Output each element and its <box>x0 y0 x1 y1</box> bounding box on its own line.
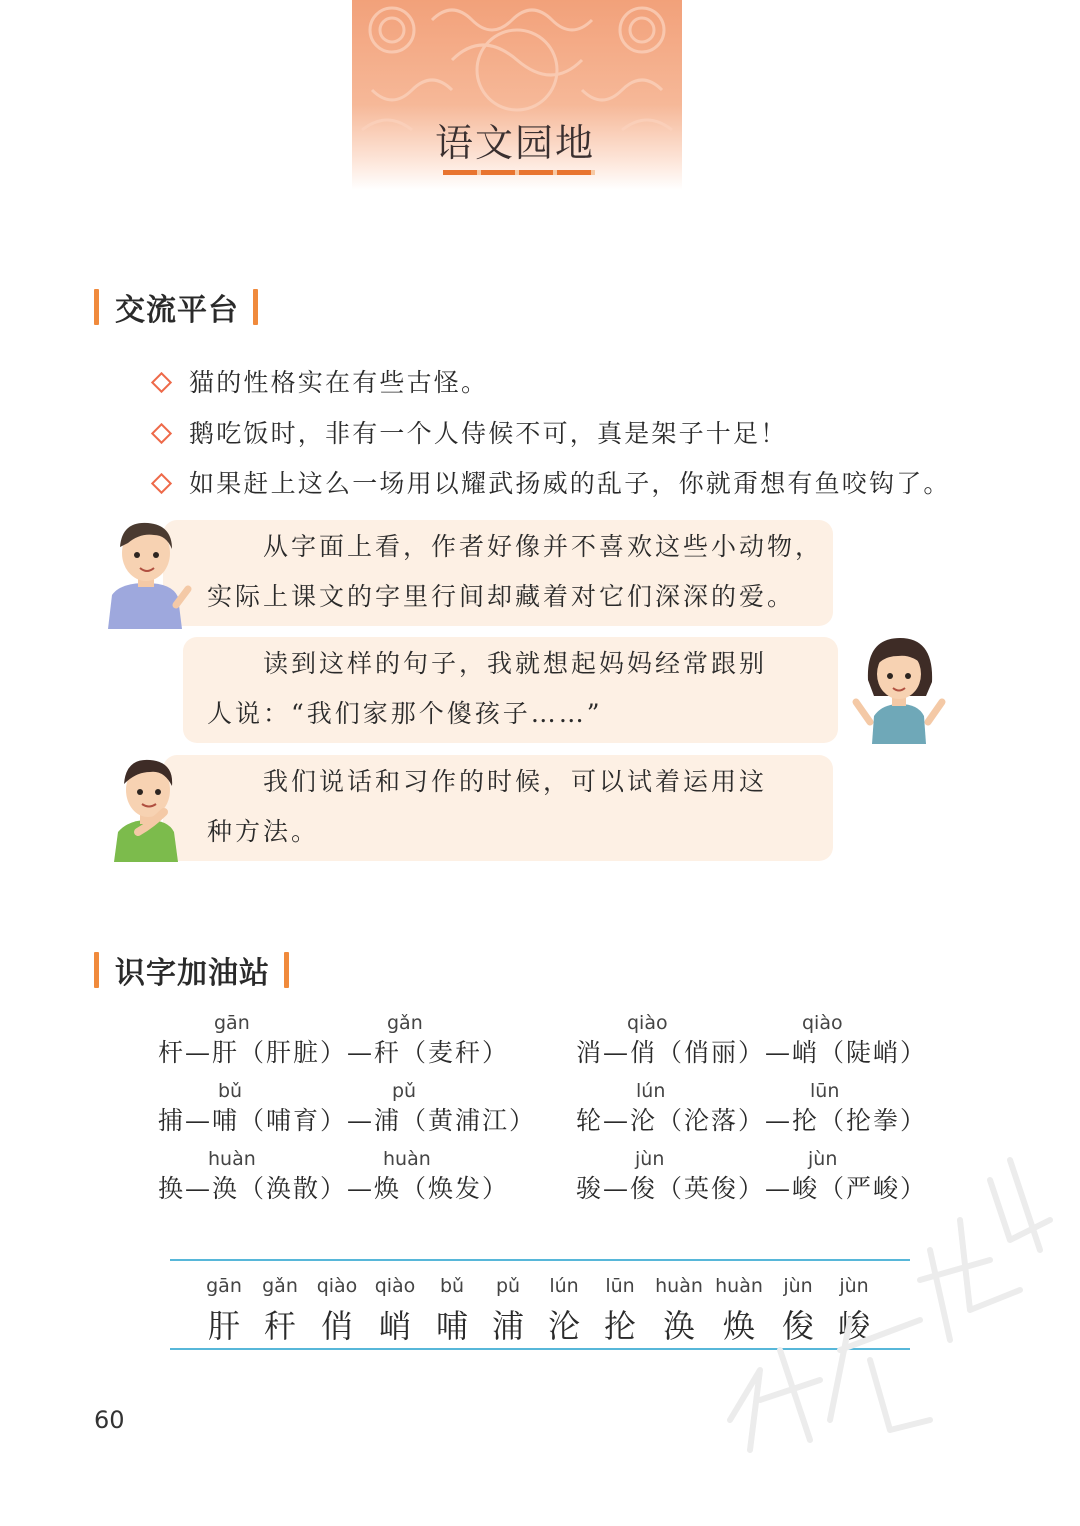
bubble-line: 人说：“我们家那个傻孩子……” <box>207 699 603 728</box>
new-char-glyph: 秆 <box>263 1307 296 1345</box>
page-number: 60 <box>94 1406 125 1434</box>
pinyin: gān <box>214 1012 250 1034</box>
new-char <box>309 1275 365 1347</box>
section-bar-left <box>94 289 99 325</box>
new-char <box>252 1275 308 1347</box>
new-char-glyph: 涣 <box>662 1307 695 1345</box>
section-bar-left <box>94 952 99 988</box>
pinyin: qiào <box>802 1012 843 1034</box>
new-char <box>536 1275 592 1347</box>
bubble-line: 实际上课文的字里行间却藏着对它们深深的爱。 <box>207 582 796 611</box>
new-char-pinyin: qiào <box>374 1275 416 1297</box>
pinyin: huàn <box>383 1148 431 1170</box>
bubble-line: 读到这样的句子，我就想起妈妈经常跟别 <box>263 649 768 678</box>
bubble-line: 种方法。 <box>207 817 320 846</box>
bullet-item <box>150 414 787 450</box>
char-group: 换—涣（涣散）—焕（焕发） <box>158 1174 510 1203</box>
new-char <box>196 1275 252 1347</box>
new-char-pinyin: jùn <box>839 1275 869 1297</box>
section-title: 识字加油站 <box>115 956 270 991</box>
pinyin: lún <box>636 1080 666 1102</box>
new-char-glyph: 峻 <box>837 1307 870 1345</box>
speech-bubble <box>183 637 838 743</box>
diamond-icon <box>151 372 172 393</box>
boy-thinking-avatar-icon <box>108 752 188 862</box>
new-char-glyph: 峭 <box>378 1307 411 1345</box>
section-header-literacy <box>94 950 289 990</box>
pinyin: huàn <box>208 1148 256 1170</box>
bullet-text: 猫的性格实在有些古怪。 <box>189 368 489 397</box>
bullet-text: 鹅吃饭时，非有一个人侍候不可，真是架子十足！ <box>189 419 788 448</box>
new-char-glyph: 俊 <box>781 1307 814 1345</box>
new-char-pinyin: jùn <box>783 1275 813 1297</box>
boy-avatar-icon <box>98 513 194 629</box>
char-group: 骏—俊（英俊）—峻（严峻） <box>576 1174 928 1203</box>
new-char-glyph: 肝 <box>207 1307 240 1345</box>
new-char-glyph: 俏 <box>320 1307 353 1345</box>
new-char-glyph: 沦 <box>547 1307 580 1345</box>
new-char-glyph: 抡 <box>603 1307 636 1345</box>
new-char-pinyin: gǎn <box>262 1275 298 1297</box>
new-char-pinyin: qiào <box>316 1275 358 1297</box>
new-char-pinyin: huàn <box>655 1275 703 1297</box>
bullet-text: 如果赶上这么一场用以耀武扬威的乱子，你就甭想有鱼咬钩了。 <box>189 469 951 498</box>
char-group: 杆—肝（肝脏）—秆（麦秆） <box>158 1038 510 1067</box>
diamond-icon <box>151 473 172 494</box>
section-title: 交流平台 <box>115 293 239 328</box>
new-char-glyph: 浦 <box>491 1307 524 1345</box>
char-group: 消—俏（俏丽）—峭（陡峭） <box>576 1038 928 1067</box>
char-group: 捕—哺（哺育）—浦（黄浦江） <box>158 1106 537 1135</box>
new-char-pinyin: lún <box>549 1275 579 1297</box>
section-bar-right <box>284 952 289 988</box>
char-group: 轮—沦（沦落）—抡（抡拳） <box>576 1106 928 1135</box>
pinyin: pǔ <box>392 1080 417 1102</box>
bubble-line: 我们说话和习作的时候，可以试着运用这 <box>263 767 768 796</box>
new-char-pinyin: pǔ <box>495 1275 521 1297</box>
title-underline <box>443 170 595 175</box>
new-char <box>592 1275 648 1347</box>
pinyin: bǔ <box>218 1080 243 1102</box>
speech-bubble <box>163 520 833 626</box>
pinyin: lūn <box>810 1080 840 1102</box>
pinyin: jùn <box>808 1148 838 1170</box>
girl-avatar-icon <box>848 632 948 744</box>
bullet-item <box>150 363 488 399</box>
new-char-pinyin: lūn <box>605 1275 635 1297</box>
page-title: 语文园地 <box>434 121 595 165</box>
speech-bubble <box>163 755 833 861</box>
watermark-logo <box>690 1120 1070 1480</box>
bullet-item <box>150 464 951 500</box>
new-char <box>424 1275 480 1347</box>
new-char <box>367 1275 423 1347</box>
new-char-glyph: 焕 <box>722 1307 755 1345</box>
diamond-icon <box>151 423 172 444</box>
pinyin: gǎn <box>387 1012 423 1034</box>
new-char <box>480 1275 536 1347</box>
new-char-pinyin: gān <box>206 1275 242 1297</box>
pinyin: jùn <box>635 1148 665 1170</box>
bubble-line: 从字面上看，作者好像并不喜欢这些小动物， <box>263 532 824 561</box>
section-bar-right <box>253 289 258 325</box>
new-char-pinyin: huàn <box>715 1275 763 1297</box>
new-char-pinyin: bǔ <box>439 1275 465 1297</box>
pinyin: qiào <box>627 1012 668 1034</box>
new-char-glyph: 哺 <box>435 1307 468 1345</box>
section-header-exchange <box>94 287 258 327</box>
